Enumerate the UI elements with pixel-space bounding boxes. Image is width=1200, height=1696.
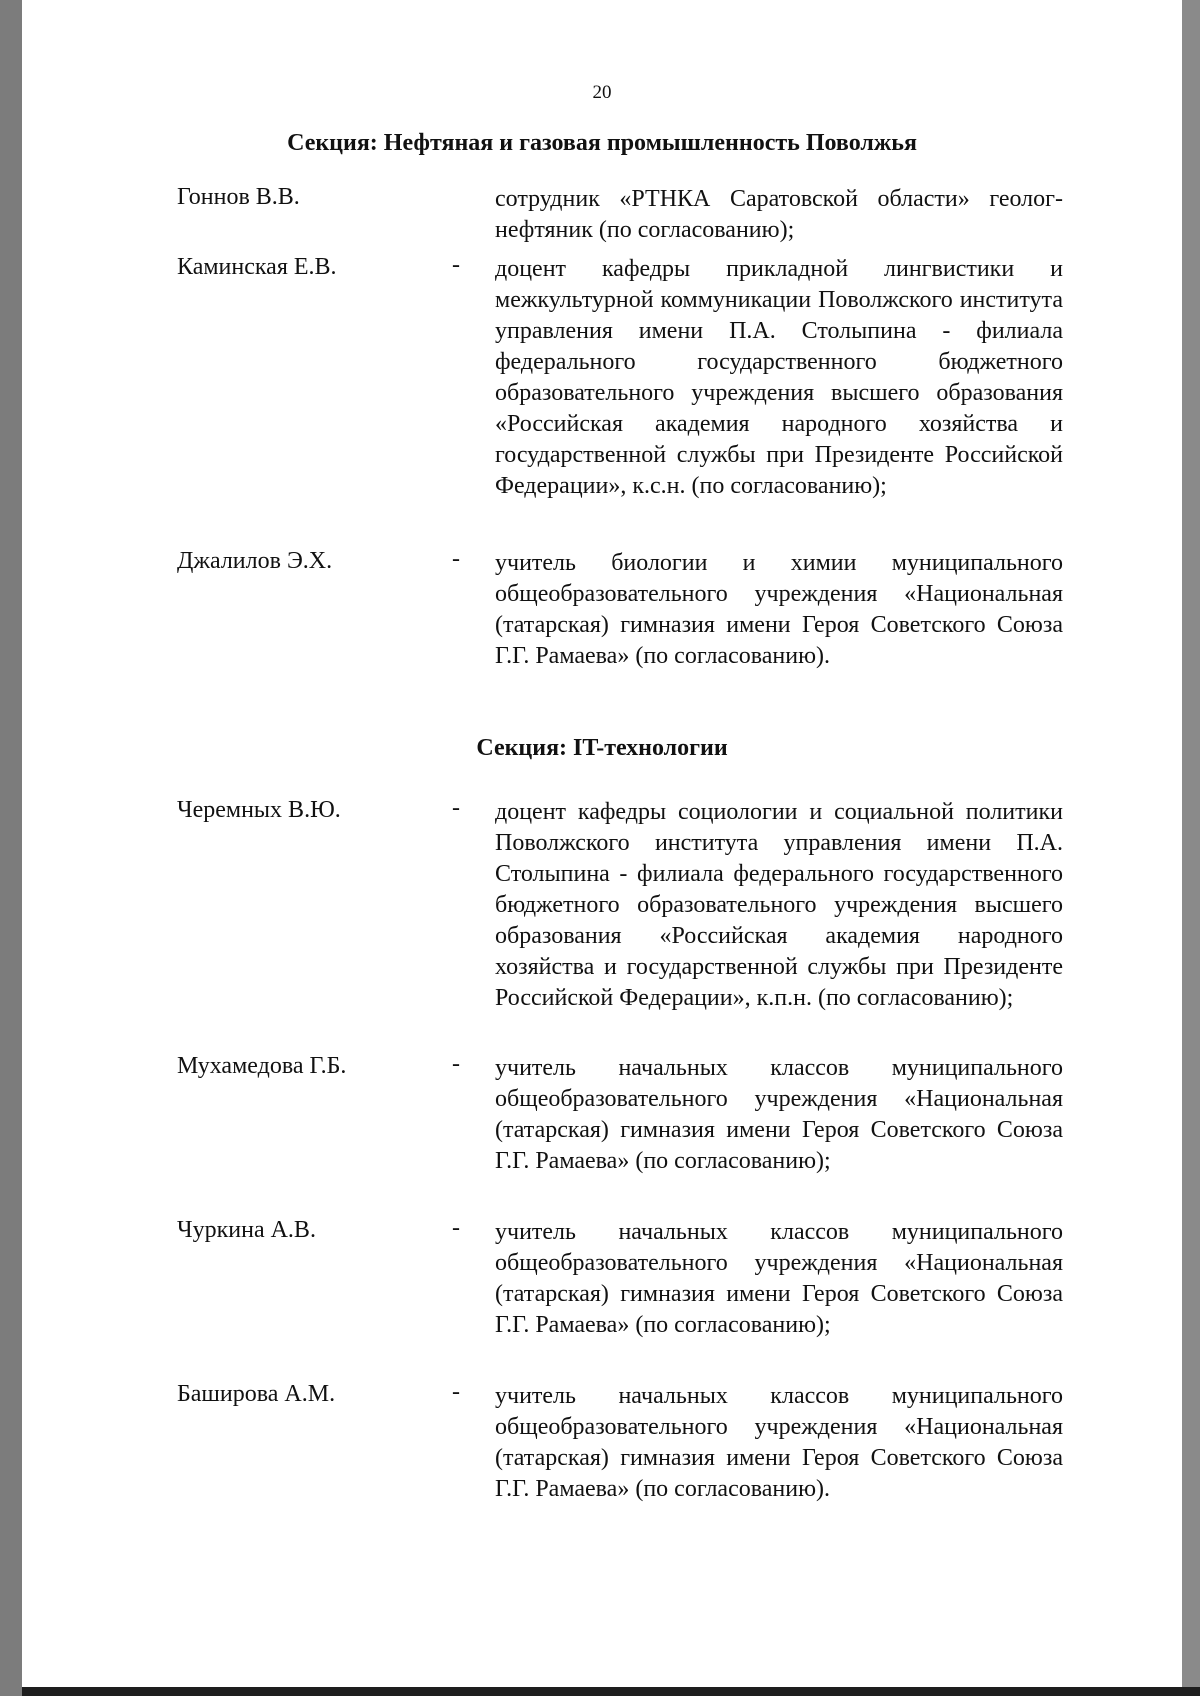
member-description: учитель начальных классов муниципального общеобразовательного учреждения «Национальная (татарская) гимназия имени Героя Советского Союза Г.Г. Рамаева» (по согласованию); (495, 1055, 1063, 1174)
member-name: Гоннов В.В. (177, 184, 300, 210)
dash-separator: - (452, 1215, 460, 1241)
document-page (22, 0, 1182, 1687)
section-title-it: Секция: IT-технологии (476, 735, 728, 761)
scan-edge-bottom (22, 1687, 1200, 1696)
member-name: Мухамедова Г.Б. (177, 1053, 347, 1079)
dash-separator: - (452, 1379, 460, 1405)
member-name: Каминская Е.В. (177, 254, 337, 280)
member-description: доцент кафедры социологии и социальной политики Поволжского института управления имени П.А. Столыпина - филиала федерального государственного бюджетного образовательного учреждения высшего образования «Российская академия народного хозяйства и государственной службы при Президенте Российской Федерации», к.п.н. (по согласованию); (495, 799, 1063, 1011)
member-name: Баширова А.М. (177, 1381, 336, 1407)
member-name: Черемных В.Ю. (177, 797, 341, 823)
dash-separator: - (452, 795, 460, 821)
page-number: 20 (592, 82, 612, 103)
member-description: учитель начальных классов муниципального общеобразовательного учреждения «Национальная (татарская) гимназия имени Героя Советского Союза Г.Г. Рамаева» (по согласованию). (495, 1383, 1063, 1502)
section-title-oil-gas: Секция: Нефтяная и газовая промышленность Поволжья (287, 130, 917, 156)
dash-separator: - (452, 546, 460, 572)
dash-separator: - (452, 1051, 460, 1077)
member-description: учитель биологии и химии муниципального общеобразовательного учреждения «Национальная (татарская) гимназия имени Героя Советского Союза Г.Г. Рамаева» (по согласованию). (495, 550, 1063, 669)
member-name: Чуркина А.В. (177, 1217, 316, 1243)
member-name: Джалилов Э.Х. (177, 548, 333, 574)
member-description: учитель начальных классов муниципального общеобразовательного учреждения «Национальная (татарская) гимназия имени Героя Советского Союза Г.Г. Рамаева» (по согласованию); (495, 1219, 1063, 1338)
dash-separator: - (452, 252, 460, 278)
scan-edge-right (1182, 0, 1200, 1696)
member-description: сотрудник «РТНКА Саратовской области» геолог-нефтяник (по согласованию); (495, 186, 1063, 243)
member-description: доцент кафедры прикладной лингвистики и межкультурной коммуникации Поволжского института управления имени П.А. Столыпина - филиала федерального государственного бюджетного образовательного учреждения высшего образования «Российская академия народного хозяйства и государственной службы при Президенте Российской Федерации», к.с.н. (по согласованию); (495, 256, 1063, 499)
